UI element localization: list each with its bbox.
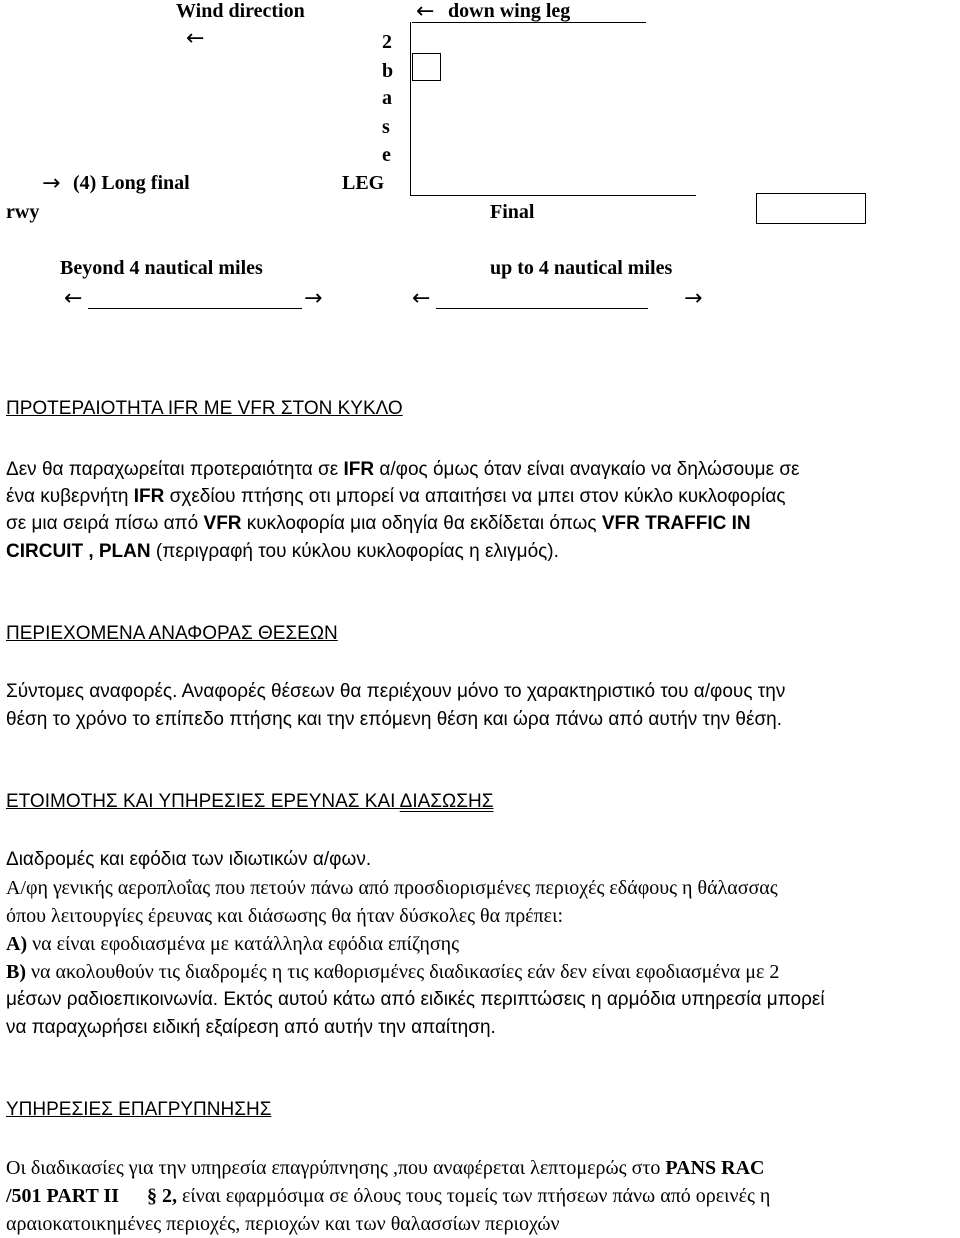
base-letter: b — [382, 60, 394, 82]
arrow-left-icon: ← — [64, 286, 83, 311]
runway-marker-box — [412, 53, 441, 81]
section-paragraph: Οι διαδικασίες για την υπηρεσία επαγρύπνησης ,που αναφέρεται λεπτομερώς στο PANS RAC /501 PART II § 2, είναι εφαρμόσιμα σε όλους τους τομείς των πτήσεων πάνω από ορεινές η αραιοκατοικημένες περιοχές, περιοχών και των θαλασσίων περιοχών — [6, 1157, 771, 1235]
section-paragraph: Σύντομες αναφορές. Αναφορές θέσεων θα περιέχουν μόνο το χαρακτηριστικό του α/φους την θέση το χρόνο το επίπεδο πτήσης και την επόμενη θέση και ώρα πάνω από αυτήν την θέση. — [6, 681, 786, 730]
base-letter: s — [382, 116, 390, 138]
leg-label: LEG — [342, 172, 385, 194]
section-heading: ΠΡΟΤΕΡΑΙΟΤΗΤΑ IFR ΜΕ VFR ΣΤΟΝ ΚΥΚΛΟ — [6, 398, 403, 419]
arrow-left-icon: ← — [186, 26, 205, 51]
arrow-left-icon: ← — [412, 286, 431, 311]
long-final-label: (4) Long final — [73, 172, 190, 194]
arrow-left-icon: ← — [416, 0, 435, 24]
upto-label: up to 4 nautical miles — [490, 257, 673, 279]
arrow-right-icon: → — [304, 286, 323, 311]
base-leg-line — [410, 22, 411, 196]
section-heading: ΥΠΗΡΕΣΙΕΣ ΕΠΑΓΡΥΠΝΗΣΗΣ — [6, 1099, 272, 1120]
down-wing-leg-label: down wing leg — [448, 0, 571, 22]
final-label: Final — [490, 201, 535, 223]
base-letter: 2 — [382, 31, 392, 53]
section-paragraph: Διαδρομές και εφόδια των ιδιωτικών α/φων. Α/φη γενικής αεροπλοΐας που πετούν πάνω από προσδιορισμένες περιοχές εδάφους η θάλασσας όπου λειτουργίες έρευνας και διάσωσης θα ήταν δύσκολες θα πρέπει: Α) να είναι εφοδιασμένα με κατάλληλα εφόδια επίζησης Β) να ακολουθούν τις διαδρομές η τις καθορισμένες διαδικασίες εάν δεν είναι εφοδιασμένα με 2 μέσων ραδιοεπικοινωνία. Εκτός αυτού κάτω από ειδικές περιπτώσεις η αρμόδια υπηρεσία μπορεί να παραχωρήσει ειδική εξαίρεση από αυτήν την απαίτηση. — [6, 849, 825, 1038]
down-wing-leg-line — [412, 22, 646, 23]
rwy-label: rwy — [6, 201, 40, 223]
section-heading: ΠΕΡΙΕΧΟΜΕΝΑ ΑΝΑΦΟΡΑΣ ΘΕΣΕΩΝ — [6, 623, 338, 644]
base-letter: a — [382, 87, 392, 109]
wind-direction-label: Wind direction — [176, 0, 305, 22]
beyond-label: Beyond 4 nautical miles — [60, 257, 263, 279]
section-paragraph: Δεν θα παραχωρείται προτεραιότητα σε IFR α/φος όμως όταν είναι αναγκαίο να δηλώσουμε σε ένα κυβερνήτη IFR σχεδίου πτήσης οτι μπορεί να απαιτήσει να μπει στον κύκλο κυκλοφορίας σε μια σειρά πίσω από VFR κυκλοφορία μια οδηγία θα εκδίδεται όπως VFR TRAFFIC IN CIRCUIT , PLAN (περιγραφή του κύκλου κυκλοφορίας η ελιγμός). — [6, 459, 800, 562]
upto-range-line — [436, 308, 648, 309]
final-line — [410, 195, 696, 196]
base-letter: e — [382, 144, 391, 166]
runway-box — [756, 193, 866, 224]
section-heading: ΕΤΟΙΜΟΤΗΣ ΚΑΙ ΥΠΗΡΕΣΙΕΣ ΕΡΕΥΝΑΣ ΚΑΙ ΔΙΑΣΩΣΗΣ — [6, 791, 494, 812]
arrow-right-icon: → — [684, 286, 703, 311]
beyond-range-line — [88, 308, 302, 309]
arrow-right-icon: → — [42, 171, 61, 196]
